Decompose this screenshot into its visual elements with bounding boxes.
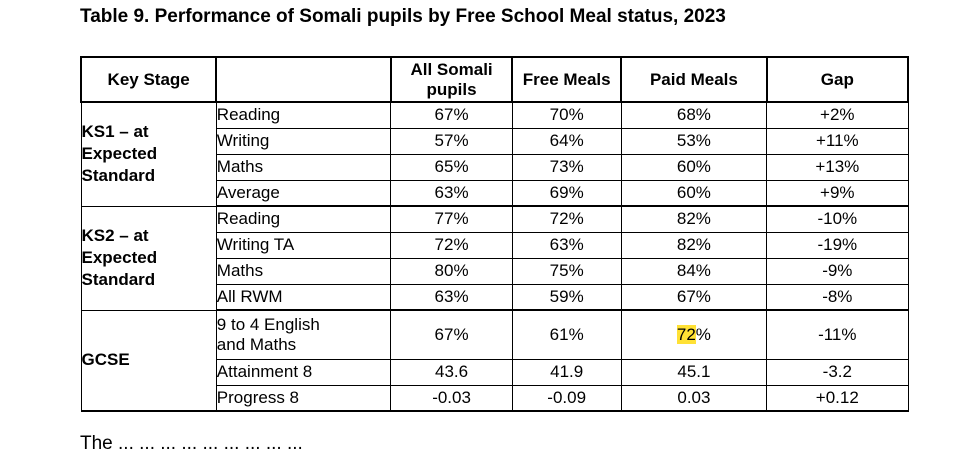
measure-cell <box>216 310 391 359</box>
header-paid-meals: Paid Meals <box>621 57 766 102</box>
free-meals-cell: 72% <box>512 206 621 232</box>
gap-cell: +2% <box>767 102 908 128</box>
all-somali-cell: 63% <box>391 284 512 310</box>
paid-meals-cell: 82% <box>621 232 766 258</box>
all-somali-cell: 67% <box>391 310 512 359</box>
gap-cell: -10% <box>767 206 908 232</box>
header-key-stage: Key Stage <box>81 57 216 102</box>
gap-cell: -11% <box>767 310 908 359</box>
free-meals-cell: 69% <box>512 180 621 206</box>
all-somali-cell: -0.03 <box>391 385 512 411</box>
stage-gcse <box>81 310 216 411</box>
paid-meals-cell: 60% <box>621 180 766 206</box>
all-somali-cell: 43.6 <box>391 359 512 385</box>
measure-cell: All RWM <box>216 284 391 310</box>
all-somali-cell: 77% <box>391 206 512 232</box>
free-meals-cell: 75% <box>512 258 621 284</box>
stage-ks2 <box>81 206 216 310</box>
stage-ks2-line: KS2 – at <box>81 226 149 245</box>
header-gap: Gap <box>767 57 908 102</box>
stage-ks2-line: Standard <box>81 270 156 289</box>
table-row <box>81 102 908 128</box>
header-free-meals: Free Meals <box>512 57 621 102</box>
gap-cell: +11% <box>767 128 908 154</box>
paid-meals-cell: 0.03 <box>621 385 766 411</box>
paid-meals-cell: 53% <box>621 128 766 154</box>
paid-meals-cell: 84% <box>621 258 766 284</box>
stage-ks1-line: Expected <box>81 144 158 164</box>
measure-cell: Progress 8 <box>216 385 391 411</box>
gap-cell: -3.2 <box>767 359 908 385</box>
paid-meals-cell: 45.1 <box>621 359 766 385</box>
paid-meals-cell: 68% <box>621 102 766 128</box>
paid-meals-cell <box>621 310 766 359</box>
all-somali-cell: 63% <box>391 180 512 206</box>
table-row <box>81 310 908 359</box>
stage-ks1-line: Standard <box>81 166 156 186</box>
paid-meals-cell: 67% <box>621 284 766 310</box>
highlighted-value: 72 <box>676 324 696 344</box>
measure-cell: Average <box>216 180 391 206</box>
free-meals-cell: 63% <box>512 232 621 258</box>
all-somali-cell: 57% <box>391 128 512 154</box>
stage-ks1 <box>81 102 216 206</box>
measure-cell: Attainment 8 <box>216 359 391 385</box>
table-title: Table 9. Performance of Somali pupils by Free School Meal status, 2023 <box>80 6 726 27</box>
stage-ks1-line: KS1 – at <box>81 122 149 142</box>
paid-meals-cell: 60% <box>621 154 766 180</box>
gap-cell: -19% <box>767 232 908 258</box>
measure-cell: Maths <box>216 154 391 180</box>
header-measure-blank <box>216 57 391 102</box>
free-meals-cell: 61% <box>512 310 621 359</box>
all-somali-cell: 72% <box>391 232 512 258</box>
free-meals-cell: 73% <box>512 154 621 180</box>
measure-cell: Maths <box>216 258 391 284</box>
gap-cell: -8% <box>767 284 908 310</box>
free-meals-cell: 41.9 <box>512 359 621 385</box>
measure-line: and Maths <box>216 334 297 354</box>
all-somali-cell: 65% <box>391 154 512 180</box>
measure-cell: Writing TA <box>216 232 391 258</box>
measure-cell: Reading <box>216 206 391 232</box>
measure-cell: Reading <box>216 102 391 128</box>
free-meals-cell: 70% <box>512 102 621 128</box>
table-row <box>81 206 908 232</box>
measure-line: 9 to 4 English <box>216 314 320 334</box>
gap-cell: +9% <box>767 180 908 206</box>
gap-cell: +0.12 <box>767 385 908 411</box>
all-somali-cell: 80% <box>391 258 512 284</box>
gap-cell: +13% <box>767 154 908 180</box>
free-meals-cell: 64% <box>512 128 621 154</box>
all-somali-cell: 67% <box>391 102 512 128</box>
measure-cell: Writing <box>216 128 391 154</box>
performance-table <box>80 56 909 412</box>
free-meals-cell: 59% <box>512 284 621 310</box>
cut-off-body-text: The ... ... ... ... ... ... ... ... ... <box>80 433 303 454</box>
stage-gcse-line: GCSE <box>81 350 130 370</box>
gap-cell: -9% <box>767 258 908 284</box>
value-suffix: % <box>695 324 711 344</box>
free-meals-cell: -0.09 <box>512 385 621 411</box>
stage-ks2-line: Expected <box>81 248 158 267</box>
paid-meals-cell: 82% <box>621 206 766 232</box>
header-all-somali: All Somali pupils <box>391 57 512 102</box>
table-header-row <box>81 57 908 102</box>
